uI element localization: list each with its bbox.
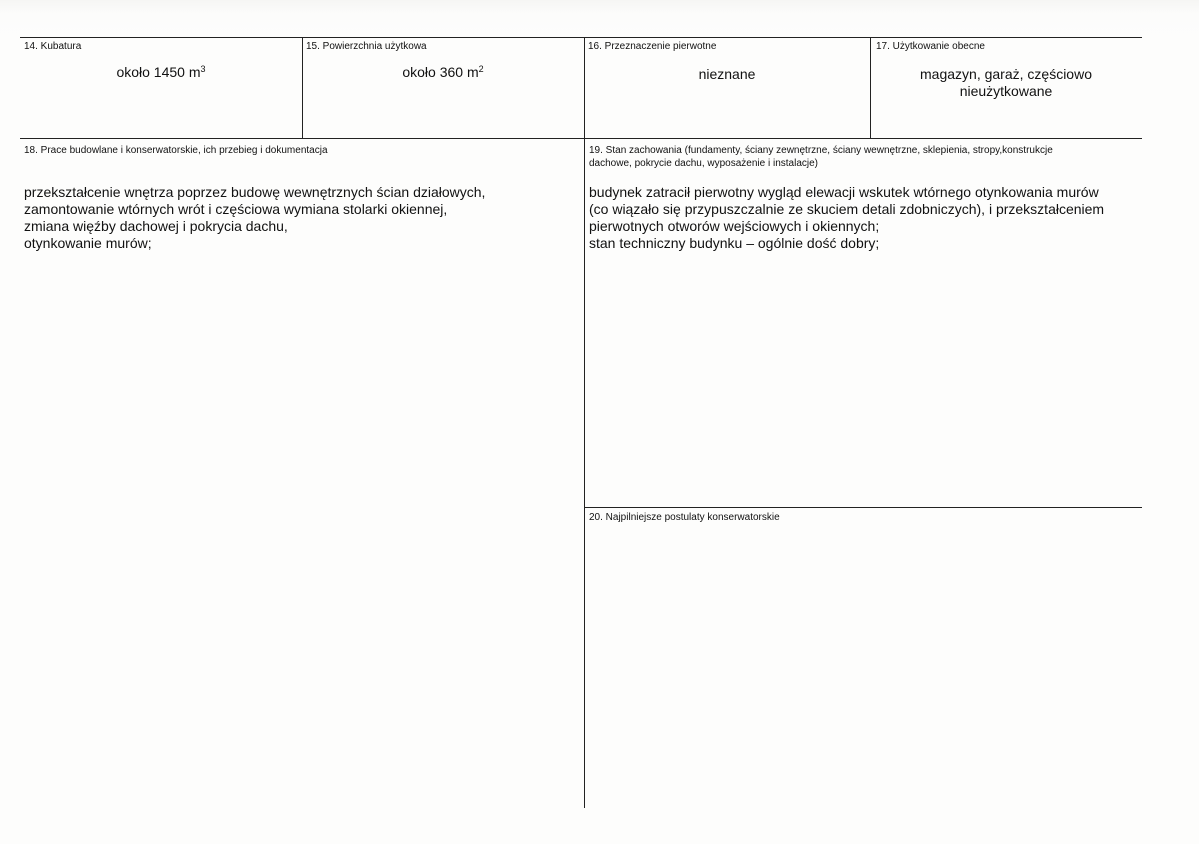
- divider-14-15: [302, 37, 303, 139]
- kubatura-value: [20, 64, 302, 81]
- prace-text: [24, 184, 485, 252]
- prace-label: 18. Prace budowlane i konserwatorskie, ich przebieg i dokumentacja: [24, 145, 328, 156]
- top-border: [20, 37, 1142, 38]
- divider-18-19: [584, 138, 585, 808]
- stan-label-line-2: dachowe, pokrycie dachu, wyposażenie i instalacje): [589, 158, 819, 169]
- stan-text: [589, 184, 1104, 252]
- prace-line-4: otynkowanie murów;: [24, 235, 152, 251]
- powierzchnia-value-text: około 360 m: [402, 64, 479, 80]
- kubatura-value-text: około 1450 m: [116, 64, 201, 80]
- divider-15-16: [584, 37, 585, 139]
- kubatura-label: 14. Kubatura: [24, 41, 82, 52]
- uzytkowanie-value-line-1: magazyn, garaż, częściowo: [920, 66, 1092, 82]
- prace-line-2: zamontowanie wtórnych wrót i częściowa wymiana stolarki okiennej,: [24, 201, 448, 217]
- przeznaczenie-value: nieznane: [698, 66, 756, 82]
- powierzchnia-value: [302, 64, 584, 81]
- row1-bottom-border: [20, 138, 1142, 139]
- powierzchnia-unit-exponent: 2: [478, 64, 484, 74]
- kubatura-unit-exponent: 3: [200, 64, 206, 74]
- uzytkowanie-value-line-2: nieużytkowane: [959, 83, 1053, 99]
- stan-label: [589, 144, 1053, 170]
- stan-line-1: budynek zatracił pierwotny wygląd elewacji wskutek wtórnego otynkowania murów: [589, 184, 1099, 200]
- prace-line-3: zmiana więźby dachowej i pokrycia dachu,: [24, 218, 288, 234]
- uzytkowanie-value: [870, 66, 1142, 100]
- powierzchnia-label: 15. Powierzchnia użytkowa: [306, 41, 427, 52]
- uzytkowanie-label: 17. Użytkowanie obecne: [876, 41, 985, 52]
- stan-line-2: (co wiązało się przypuszczalnie ze skuciem detali zdobniczych), i przekształceniem: [589, 201, 1105, 217]
- section-20-top-border: [584, 507, 1142, 508]
- postulaty-label: 20. Najpilniejsze postulaty konserwatorskie: [589, 512, 780, 523]
- prace-line-1: przekształcenie wnętrza poprzez budowę wewnętrznych ścian działowych,: [24, 184, 486, 200]
- stan-line-4: stan techniczny budynku – ogólnie dość dobry;: [589, 235, 880, 251]
- stan-label-line-1: 19. Stan zachowania (fundamenty, ściany zewnętrzne, ściany wewnętrzne, sklepienia, stropy,konstrukcje: [589, 145, 1053, 156]
- stan-line-3: pierwotnych otworów wejściowych i okiennych;: [589, 218, 880, 234]
- przeznaczenie-label: 16. Przeznaczenie pierwotne: [588, 41, 717, 52]
